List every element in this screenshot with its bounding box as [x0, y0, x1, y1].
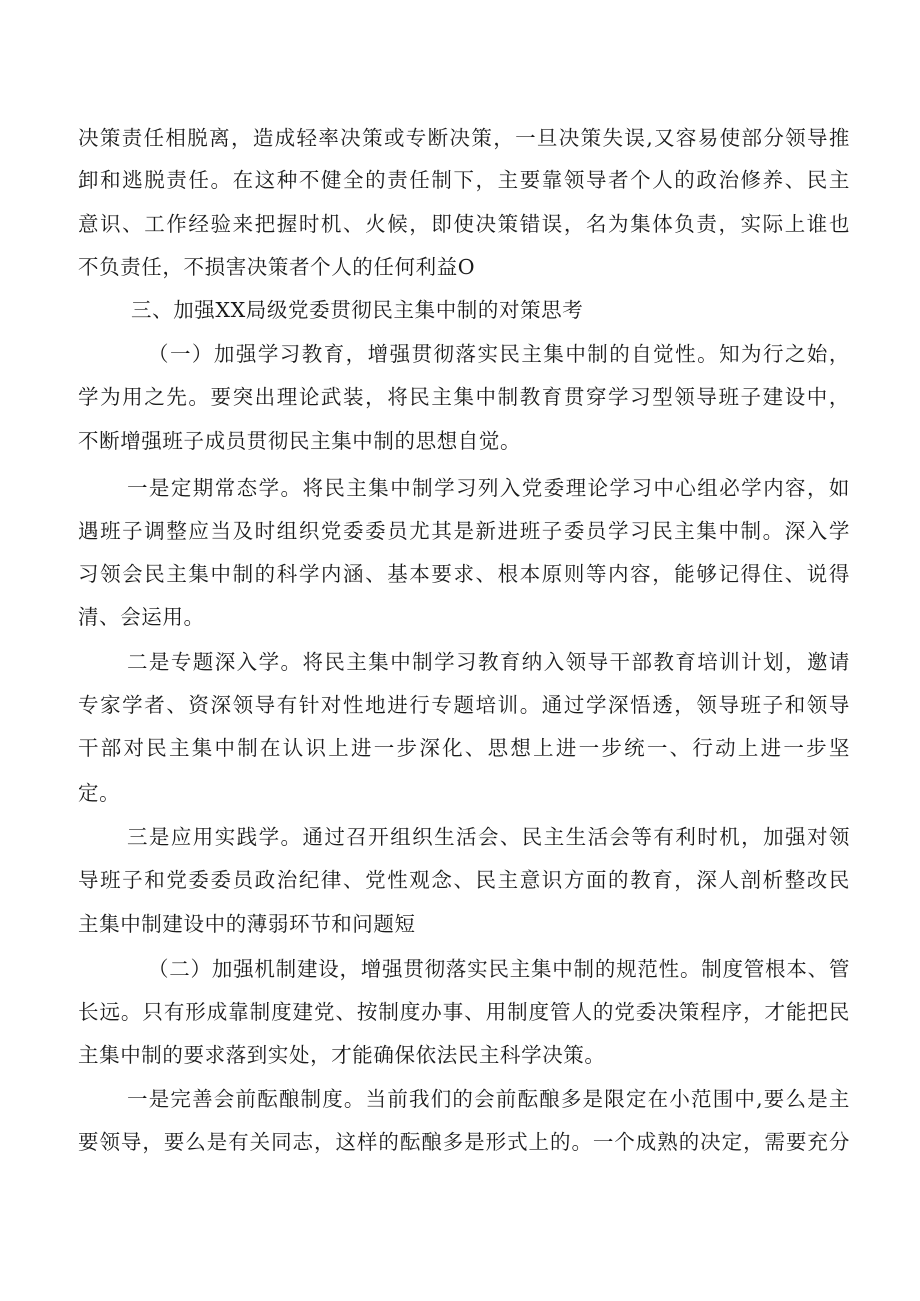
body-text-line: 长远。只有形成靠制度建党、按制度办事、用制度管人的党委决策程序，才能把民 — [78, 1000, 850, 1024]
body-text-line: 不负责任，不损害决策者个人的任何利益O — [78, 255, 476, 279]
body-text-line: 遇班子调整应当及时组织党委委员尤其是新进班子委员学习民主集中制。深入学 — [78, 519, 850, 543]
section-heading: 三、加强XX局级党委贯彻民主集中制的对策思考 — [131, 298, 584, 322]
body-text-line: 主集中制的要求落到实处，才能确保依法民主科学决策。 — [78, 1043, 606, 1067]
body-text-line: 导班子和党委委员政治纪律、党性观念、民主意识方面的教育，深人剖析整改民 — [78, 868, 850, 892]
body-text-line: 专家学者、资深领导有针对性地进行专题培训。通过学深悟透，领导班子和领导 — [78, 693, 850, 717]
body-text-line: 一是完善会前酝酿制度。当前我们的会前酝酿多是限定在小范围中,要么是主 — [127, 1087, 850, 1111]
body-text-line: 一是定期常态学。将民主集中制学习列入党委理论学习中心组必学内容，如 — [127, 476, 850, 500]
subsection-heading-line: （二）加强机制建设，增强贯彻落实民主集中制的规范性。制度管根本、管 — [148, 957, 850, 981]
body-text-line: 二是专题深入学。将民主集中制学习教育纳入领导干部教育培训计划，邀请 — [127, 650, 850, 674]
body-text-line: 主集中制建设中的薄弱环节和问题短 — [78, 912, 416, 936]
body-text-line: 决策责任相脱离，造成轻率决策或专断决策，一旦决策失误,又容易使部分领导推 — [78, 126, 850, 150]
body-text-line: 习领会民主集中制的科学内涵、基本要求、根本原则等内容，能够记得住、说得 — [78, 562, 850, 586]
body-text-line: 学为用之先。要突出理论武装，将民主集中制教育贯穿学习型领导班子建设中， — [78, 385, 850, 409]
body-text-line: 意识、工作经验来把握时机、火候，即使决策错误，名为集体负责，实际上谁也 — [78, 212, 850, 236]
body-text-line: 要领导，要么是有关同志，这样的酝酿多是形式上的。一个成熟的决定，需要充分 — [78, 1130, 850, 1154]
body-text-line: 定。 — [78, 781, 121, 805]
body-text-line: 清、会运用。 — [78, 605, 205, 629]
body-text-line: 三是应用实践学。通过召开组织生活会、民主生活会等有利时机，加强对领 — [127, 825, 850, 849]
body-text-line: 卸和逃脱责任。在这种不健全的责任制下，主要靠领导者个人的政治修养、民主 — [78, 168, 850, 192]
body-text-line: 干部对民主集中制在认识上进一步深化、思想上进一步统一、行动上进一步坚 — [78, 736, 850, 760]
body-text-line: 不断增强班子成员贯彻民主集中制的思想自觉。 — [78, 429, 522, 453]
subsection-heading-line: （一）加强学习教育，增强贯彻落实民主集中制的自觉性。知为行之始， — [148, 342, 850, 366]
